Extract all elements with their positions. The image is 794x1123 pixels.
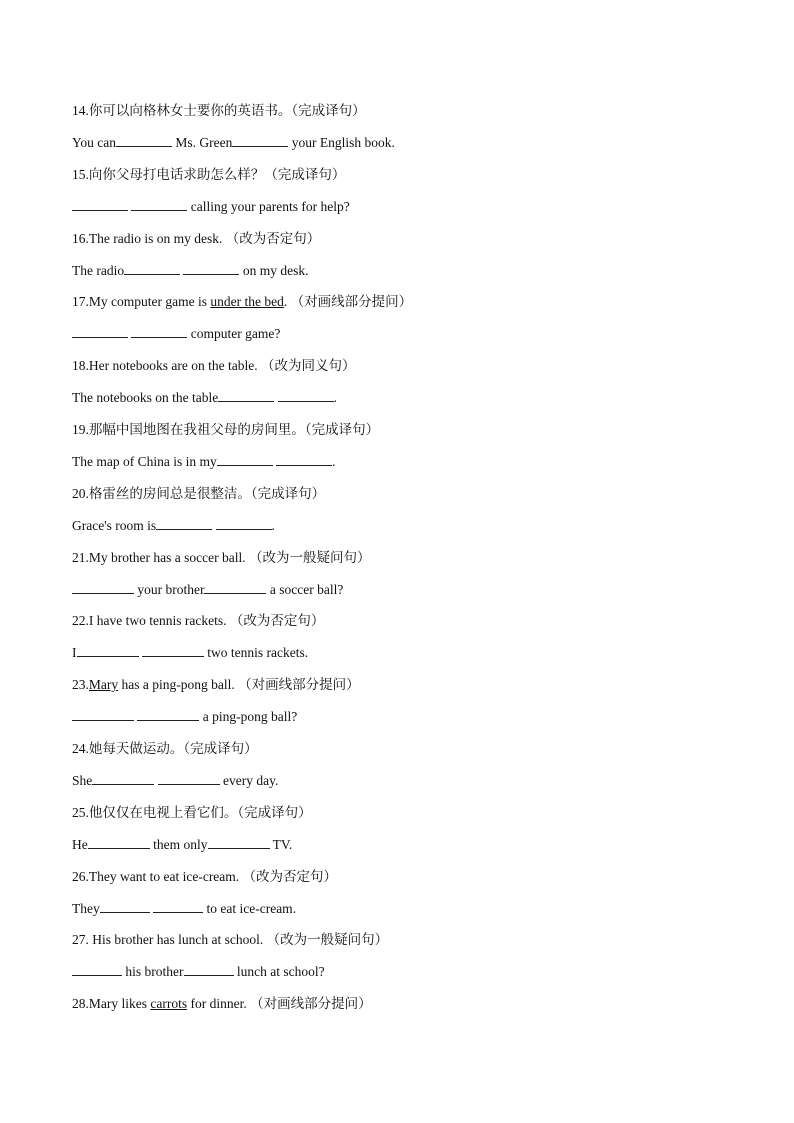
underlined-target: under the bed — [210, 294, 284, 310]
answer-blank[interactable] — [217, 451, 273, 466]
question-prompt: 15.向你父母打电话求助怎么样？（完成译句） — [72, 166, 346, 182]
answer-blank[interactable] — [276, 451, 332, 466]
answer-blank[interactable] — [232, 132, 288, 147]
question-prompt: 21.My brother has a soccer ball. （改为一般疑问句） — [72, 549, 371, 565]
question-prompt: 26.They want to eat ice-cream. （改为否定句） — [72, 868, 338, 884]
question-prompt: 17.My computer game is under the bed. （对画线部分提问） — [72, 294, 413, 310]
answer-line: You can Ms. Green your English book. — [72, 132, 395, 154]
answer-blank[interactable] — [184, 961, 234, 976]
answer-blank[interactable] — [88, 834, 150, 849]
answer-line: Grace's room is . — [72, 515, 275, 537]
answer-blank[interactable] — [124, 260, 180, 275]
answer-blank[interactable] — [72, 706, 134, 721]
question-prompt: 14.你可以向格林女士要你的英语书。（完成译句） — [72, 103, 366, 118]
answer-blank[interactable] — [100, 898, 150, 913]
answer-blank[interactable] — [278, 387, 334, 402]
question-prompt: 18.Her notebooks are on the table. （改为同义句） — [72, 358, 356, 374]
question-prompt: 19.那幅中国地图在我祖父母的房间里。（完成译句） — [72, 422, 380, 437]
answer-blank[interactable] — [92, 770, 154, 785]
answer-line: They to eat ice-cream. — [72, 898, 296, 920]
answer-blank[interactable] — [77, 642, 139, 657]
answer-line: The radio on my desk. — [72, 260, 308, 282]
question-prompt: 23.Mary has a ping-pong ball. （对画线部分提问） — [72, 677, 360, 693]
answer-line: computer game? — [72, 323, 280, 345]
answer-line: She every day. — [72, 770, 278, 792]
answer-line: He them only TV. — [72, 834, 292, 856]
answer-line: The notebooks on the table . — [72, 387, 337, 409]
question-prompt: 25.他仅仅在电视上看它们。（完成译句） — [72, 804, 312, 820]
question-prompt: 27. His brother has lunch at school. （改为一般疑问句） — [72, 932, 389, 948]
answer-blank[interactable] — [183, 260, 239, 275]
answer-line: his brother lunch at school? — [72, 961, 325, 983]
answer-blank[interactable] — [158, 770, 220, 785]
answer-blank[interactable] — [204, 579, 266, 594]
answer-blank[interactable] — [72, 579, 134, 594]
answer-blank[interactable] — [131, 196, 187, 211]
answer-blank[interactable] — [72, 961, 122, 976]
answer-blank[interactable] — [156, 515, 212, 530]
answer-blank[interactable] — [72, 323, 128, 338]
answer-line: I two tennis rackets. — [72, 642, 308, 664]
answer-blank[interactable] — [208, 834, 270, 849]
answer-blank[interactable] — [153, 898, 203, 913]
answer-blank[interactable] — [72, 196, 128, 211]
answer-blank[interactable] — [218, 387, 274, 402]
question-prompt: 22.I have two tennis rackets. （改为否定句） — [72, 613, 325, 629]
question-prompt: 28.Mary likes carrots for dinner. （对画线部分提问） — [72, 996, 372, 1012]
question-prompt: 20.格雷丝的房间总是很整洁。（完成译句） — [72, 485, 326, 501]
answer-line: a ping-pong ball? — [72, 706, 297, 728]
answer-blank[interactable] — [142, 642, 204, 657]
answer-line: your brother a soccer ball? — [72, 579, 343, 601]
underlined-target: carrots — [150, 996, 188, 1012]
answer-line: The map of China is in my . — [72, 451, 335, 473]
answer-blank[interactable] — [131, 323, 187, 338]
answer-blank[interactable] — [216, 515, 272, 530]
underlined-target: Mary — [88, 677, 119, 693]
question-prompt: 24.她每天做运动。（完成译句） — [72, 741, 258, 756]
answer-blank[interactable] — [116, 132, 172, 147]
question-prompt: 16.The radio is on my desk. （改为否定句） — [72, 230, 321, 246]
answer-blank[interactable] — [137, 706, 199, 721]
answer-line: calling your parents for help? — [72, 196, 350, 218]
